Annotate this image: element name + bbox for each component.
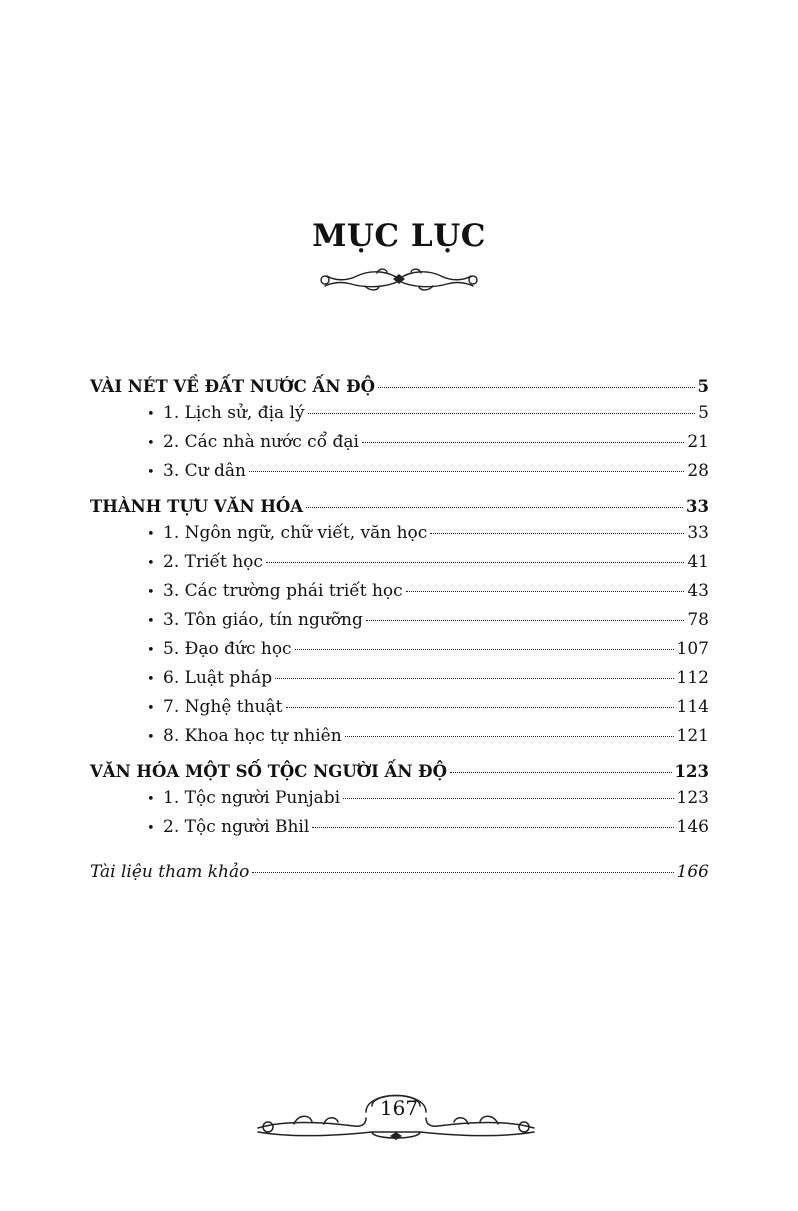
dot-leader — [343, 798, 674, 799]
item-label: 1. Lịch sử, địa lý — [163, 403, 305, 423]
toc-item[interactable] — [90, 581, 709, 610]
page-ref: 107 — [676, 639, 709, 659]
item-label: 2. Triết học — [163, 552, 263, 572]
section-title: VĂN HÓA MỘT SỐ TỘC NGƯỜI ẤN ĐỘ — [90, 762, 447, 781]
toc-item[interactable] — [90, 726, 709, 755]
dot-leader — [345, 736, 674, 737]
toc-item[interactable] — [90, 523, 709, 552]
bullet-dot-icon: • — [147, 556, 155, 571]
dot-leader — [366, 620, 685, 621]
toc-item[interactable] — [90, 610, 709, 639]
bullet-dot-icon: • — [147, 436, 155, 451]
item-label: 3. Cư dân — [163, 461, 246, 481]
item-label: 7. Nghệ thuật — [163, 697, 283, 717]
toc-item[interactable] — [90, 461, 709, 490]
dot-leader — [308, 413, 696, 414]
toc-item[interactable] — [90, 817, 709, 846]
toc-item[interactable] — [90, 639, 709, 668]
dot-leader — [378, 387, 695, 388]
page-ref: 43 — [687, 581, 709, 601]
bullet-dot-icon: • — [147, 643, 155, 658]
toc-item[interactable] — [90, 432, 709, 461]
toc-references[interactable] — [90, 862, 709, 890]
toc-section-heading[interactable] — [90, 497, 709, 523]
item-label: 5. Đạo đức học — [163, 639, 292, 659]
page-ref: 33 — [686, 497, 709, 516]
bullet-dot-icon: • — [147, 407, 155, 422]
bullet-dot-icon: • — [147, 672, 155, 687]
bullet-dot-icon: • — [147, 465, 155, 480]
toc-section-heading[interactable] — [90, 377, 709, 403]
bullet-dot-icon: • — [147, 701, 155, 716]
dot-leader — [406, 591, 685, 592]
toc-item[interactable] — [90, 788, 709, 817]
dot-leader — [252, 872, 673, 873]
page-number: 167 — [379, 1096, 419, 1120]
page-ref: 5 — [698, 403, 709, 423]
toc-item[interactable] — [90, 403, 709, 432]
toc-item[interactable] — [90, 668, 709, 697]
dot-leader — [266, 562, 684, 563]
item-label: 3. Tôn giáo, tín ngưỡng — [163, 610, 363, 630]
page-title: MỤC LỤC — [312, 218, 486, 254]
section-title: THÀNH TỰU VĂN HÓA — [90, 497, 304, 516]
dot-leader — [312, 827, 673, 828]
bullet-dot-icon: • — [147, 792, 155, 807]
page-ref: 21 — [687, 432, 709, 452]
dot-leader — [450, 772, 672, 773]
bullet-dot-icon: • — [147, 614, 155, 629]
table-of-contents — [90, 377, 709, 890]
page-ref: 166 — [676, 862, 709, 882]
item-label: 1. Tộc người Punjabi — [163, 788, 341, 808]
page-ref: 121 — [676, 726, 709, 746]
dot-leader — [430, 533, 684, 534]
page-ref: 112 — [676, 668, 709, 688]
page-ref: 5 — [697, 377, 709, 396]
page-ref: 28 — [687, 461, 709, 481]
dot-leader — [362, 442, 684, 443]
item-label: 6. Luật pháp — [163, 668, 273, 688]
page-ref: 114 — [676, 697, 709, 717]
toc-section-heading[interactable] — [90, 762, 709, 788]
page-ref: 146 — [676, 817, 709, 837]
page-ref: 41 — [687, 552, 709, 572]
dot-leader — [306, 507, 683, 508]
bullet-dot-icon: • — [147, 585, 155, 600]
page-ref: 33 — [687, 523, 709, 543]
page-ref: 123 — [676, 788, 709, 808]
page-ref: 123 — [674, 762, 709, 781]
bullet-dot-icon: • — [147, 527, 155, 542]
item-label: 3. Các trường phái triết học — [163, 581, 403, 601]
toc-item[interactable] — [90, 697, 709, 726]
dot-leader — [275, 678, 673, 679]
flourish-divider-icon — [317, 266, 481, 292]
dot-leader — [286, 707, 674, 708]
page-ref: 78 — [687, 610, 709, 630]
dot-leader — [249, 471, 684, 472]
item-label: 2. Các nhà nước cổ đại — [163, 432, 359, 452]
item-label: 1. Ngôn ngữ, chữ viết, văn học — [163, 523, 428, 543]
dot-leader — [295, 649, 674, 650]
item-label: 2. Tộc người Bhil — [163, 817, 310, 837]
bullet-dot-icon: • — [147, 730, 155, 745]
toc-item[interactable] — [90, 552, 709, 581]
references-label: Tài liệu tham khảo — [90, 862, 250, 882]
item-label: 8. Khoa học tự nhiên — [163, 726, 342, 746]
section-title: VÀI NÉT VỀ ĐẤT NƯỚC ẤN ĐỘ — [90, 377, 375, 396]
bullet-dot-icon: • — [147, 821, 155, 836]
